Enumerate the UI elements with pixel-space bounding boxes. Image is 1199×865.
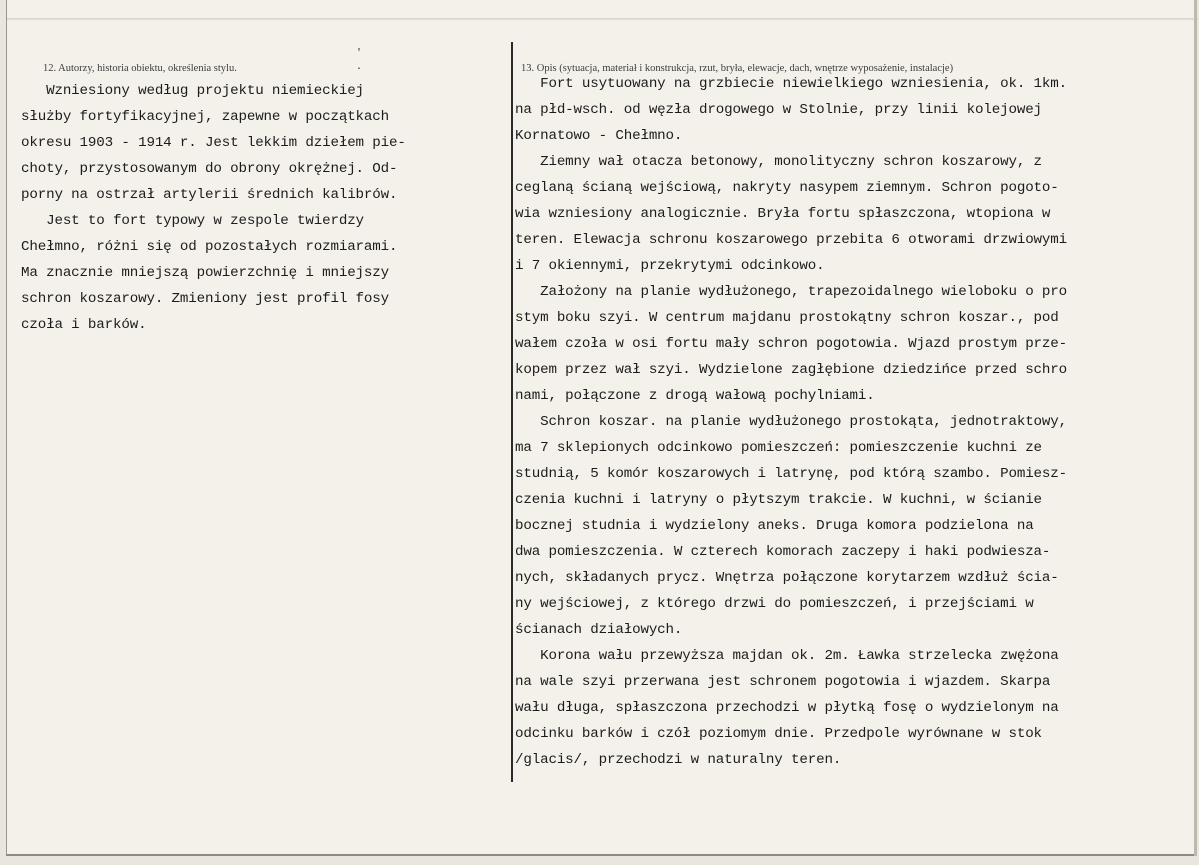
text-line: Fort usytuowany na grzbiecie niewielkiego wzniesienia, ok. 1km.	[515, 76, 1068, 92]
margin-mark: '	[357, 46, 361, 61]
section-12-caption: 12. Autorzy, historia obiektu, określenia stylu.	[43, 63, 237, 74]
text-line: stym boku szyi. W centrum majdanu prostokątny schron koszar., pod	[515, 310, 1059, 326]
text-line: ścianach działowych.	[515, 622, 683, 638]
text-line: kopem przez wał szyi. Wydzielone zagłębione dziedzińce przed schro	[515, 362, 1068, 378]
text-line: wałem czoła w osi fortu mały schron pogotowia. Wjazd prostym prze-	[515, 336, 1068, 352]
text-line: ma 7 sklepionych odcinkowo pomieszczeń: pomieszczenie kuchni ze	[515, 440, 1042, 456]
section-13-caption: 13. Opis (sytuacja, materiał i konstrukcja, rzut, bryła, elewacje, dach, wnętrze wyposażenie, instalacje)	[521, 63, 954, 74]
text-line: teren. Elewacja schronu koszarowego przebita 6 otworami drzwiowymi	[515, 232, 1068, 248]
text-line: ceglaną ścianą wejściową, nakryty nasypem ziemnym. Schron pogoto-	[515, 180, 1059, 196]
text-line: służby fortyfikacyjnej, zapewne w początkach	[21, 109, 390, 125]
text-line: wału długa, spłaszczona przechodzi w płytką fosę o wydzielonym na	[515, 700, 1059, 716]
text-line: dwa pomieszczenia. W czterech komorach zaczepy i haki podwiesza-	[515, 544, 1051, 560]
top-edge	[7, 18, 1198, 21]
text-line: Chełmno, różni się od pozostałych rozmiarami.	[21, 239, 398, 255]
text-line: Ziemny wał otacza betonowy, monolityczny schron koszarowy, z	[515, 154, 1042, 170]
margin-mark: .	[357, 58, 361, 73]
text-line: Korona wału przewyższa majdan ok. 2m. Ławka strzelecka zwężona	[515, 648, 1059, 664]
text-line: nych, składanych prycz. Wnętrza połączone korytarzem wzdłuż ścia-	[515, 570, 1059, 586]
text-line: bocznej studnia i wydzielony aneks. Druga komora podzielona na	[515, 518, 1034, 534]
text-line: Jest to fort typowy w zespole twierdzy	[21, 213, 364, 229]
text-line: czoła i barków.	[21, 317, 147, 333]
text-line: Schron koszar. na planie wydłużonego prostokąta, jednotraktowy,	[515, 414, 1068, 430]
text-line: Kornatowo - Chełmno.	[515, 128, 683, 144]
text-line: Ma znacznie mniejszą powierzchnię i mniejszy	[21, 265, 390, 281]
text-line: odcinku barków i czół poziomym dnie. Przedpole wyrównane w stok	[515, 726, 1042, 742]
text-line: Założony na planie wydłużonego, trapezoidalnego wieloboku o pro	[515, 284, 1068, 300]
text-line: czenia kuchni i latryny o płytszym trakcie. W kuchni, w ścianie	[515, 492, 1042, 508]
text-line: na płd-wsch. od węzła drogowego w Stolnie, przy linii kolejowej	[515, 102, 1042, 118]
document-page	[6, 0, 1197, 856]
text-line: Wzniesiony według projektu niemieckiej	[21, 83, 364, 99]
text-line: /glacis/, przechodzi w naturalny teren.	[515, 752, 842, 768]
text-line: choty, przystosowanym do obrony okrężnej. Od-	[21, 161, 398, 177]
text-line: porny na ostrzał artylerii średnich kalibrów.	[21, 187, 398, 203]
section-13-text	[515, 71, 1197, 773]
text-line: okresu 1903 - 1914 r. Jest lekkim dziełem pie-	[21, 135, 406, 151]
text-line: ny wejściowej, z którego drzwi do pomieszczeń, i przejściami w	[515, 596, 1034, 612]
column-divider	[511, 42, 513, 782]
text-line: studnią, 5 komór koszarowych i latrynę, pod którą szambo. Pomiesz-	[515, 466, 1068, 482]
section-12-text	[21, 78, 499, 338]
text-line: na wale szyi przerwana jest schronem pogotowia i wjazdem. Skarpa	[515, 674, 1051, 690]
text-line: nami, połączone z drogą wałową pochylniami.	[515, 388, 875, 404]
text-line: i 7 okiennymi, przekrytymi odcinkowo.	[515, 258, 825, 274]
text-line: wia wzniesiony analogicznie. Bryła fortu spłaszczona, wtopiona w	[515, 206, 1051, 222]
text-line: schron koszarowy. Zmieniony jest profil fosy	[21, 291, 390, 307]
